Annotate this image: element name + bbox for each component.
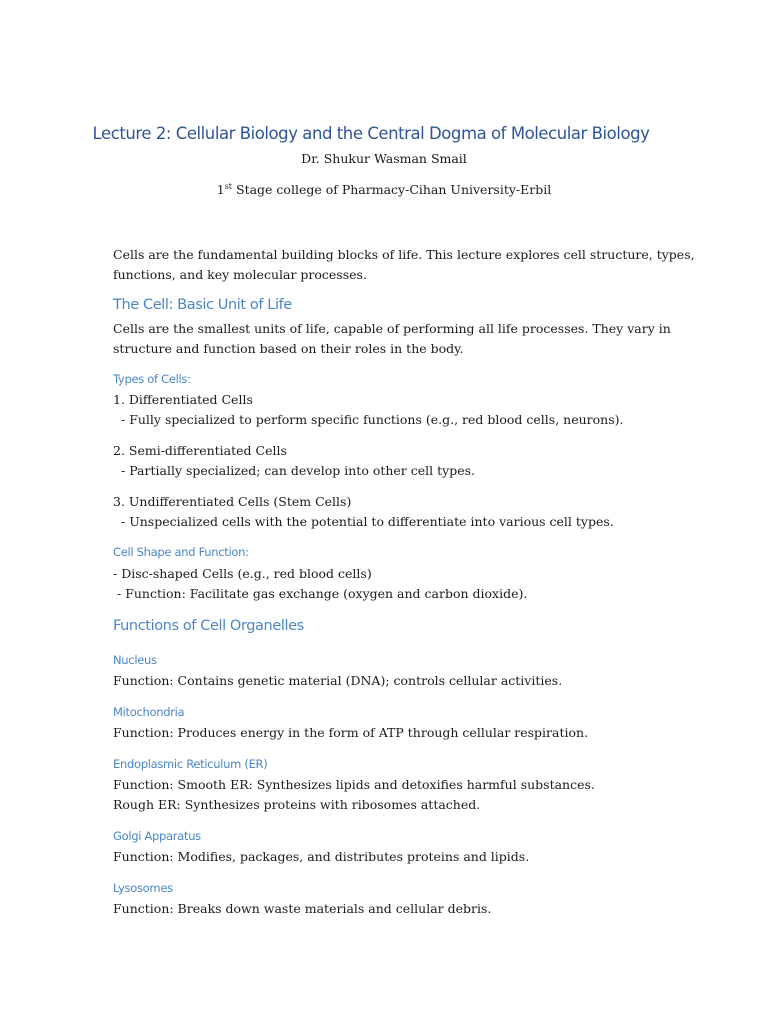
cell-type-detail: - Fully specialized to perform specific functions (e.g., red blood cells, neurons). <box>121 412 624 427</box>
affiliation-ordinal: 1 <box>216 182 225 197</box>
intro-line: Cells are the fundamental building blocks of life. This lecture explores cell structure, types, <box>113 247 695 262</box>
organelle-name: Nucleus <box>113 653 157 667</box>
cell-shape-line: - Disc-shaped Cells (e.g., red blood cells) <box>113 566 372 581</box>
cell-type-detail: - Partially specialized; can develop into other cell types. <box>121 463 475 478</box>
cell-shape-list <box>113 564 527 604</box>
organelle-function: Function: Produces energy in the form of ATP through cellular respiration. <box>113 725 589 740</box>
cell-type-label: 2. Semi-differentiated Cells <box>113 443 287 458</box>
section-heading-cell: The Cell: Basic Unit of Life <box>113 297 292 313</box>
organelle-function-line: Rough ER: Synthesizes proteins with ribosomes attached. <box>113 797 481 812</box>
organelle-function: Function: Modifies, packages, and distributes proteins and lipids. <box>113 849 530 864</box>
section-heading-organelles: Functions of Cell Organelles <box>113 618 304 634</box>
organelle-name: Golgi Apparatus <box>113 829 201 843</box>
cell-type-label: 1. Differentiated Cells <box>113 392 253 407</box>
intro-line: functions, and key molecular processes. <box>113 267 367 282</box>
document-title: Lecture 2: Cellular Biology and the Central Dogma of Molecular Biology <box>92 124 650 143</box>
types-of-cells-heading: Types of Cells: <box>113 372 191 386</box>
cell-type-label: 3. Undifferentiated Cells (Stem Cells) <box>113 494 352 509</box>
affiliation-ordinal-suffix: st <box>224 181 233 191</box>
cell-paragraph <box>113 319 671 359</box>
organelle-name: Mitochondria <box>113 705 185 719</box>
cell-type-item <box>113 492 614 532</box>
organelle-function-line: Function: Smooth ER: Synthesizes lipids and detoxifies harmful substances. <box>113 777 595 792</box>
organelle-function: Function: Contains genetic material (DNA); controls cellular activities. <box>113 673 563 688</box>
affiliation-line <box>0 182 768 197</box>
cell-type-item <box>113 390 623 430</box>
organelle-name: Endoplasmic Reticulum (ER) <box>113 757 268 771</box>
cell-type-item <box>113 441 475 481</box>
affiliation-text: Stage college of Pharmacy-Cihan University-Erbil <box>232 182 552 197</box>
organelle-name: Lysosomes <box>113 881 173 895</box>
intro-paragraph <box>113 245 695 285</box>
author-line: Dr. Shukur Wasman Smail <box>301 151 467 166</box>
organelle-function: Function: Breaks down waste materials and cellular debris. <box>113 901 492 916</box>
paragraph-line: Cells are the smallest units of life, capable of performing all life processes. They vary in <box>113 321 671 336</box>
cell-shape-line: - Function: Facilitate gas exchange (oxygen and carbon dioxide). <box>117 586 528 601</box>
cell-type-detail: - Unspecialized cells with the potential to differentiate into various cell types. <box>121 514 614 529</box>
cell-shape-heading: Cell Shape and Function: <box>113 545 249 559</box>
organelle-function <box>113 775 595 815</box>
paragraph-line: structure and function based on their roles in the body. <box>113 341 464 356</box>
